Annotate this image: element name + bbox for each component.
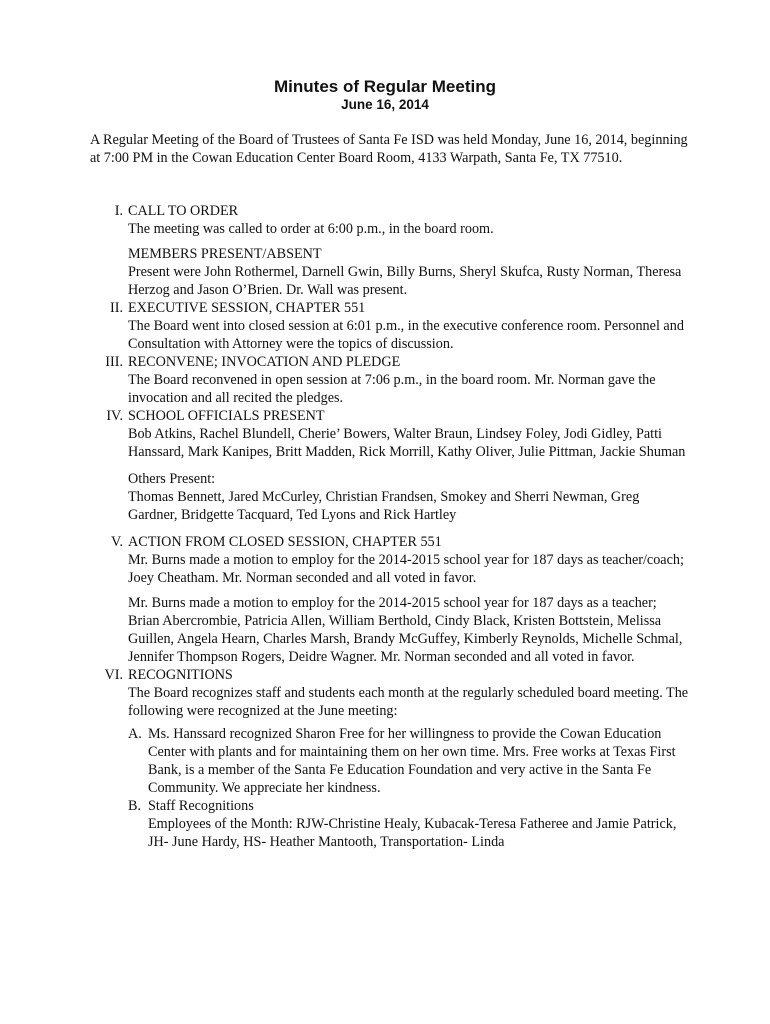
- section-reconvene: [90, 353, 690, 407]
- section-heading: EXECUTIVE SESSION, CHAPTER 551: [128, 300, 366, 316]
- section-paragraph: The Board reconvened in open session at 7:06 p.m., in the board room. Mr. Norman gave the invocation and all recited the pledges.: [128, 372, 656, 406]
- section-number: II.: [110, 300, 123, 316]
- item-letter: B.: [128, 798, 142, 814]
- section-recognitions: [90, 666, 690, 851]
- document-date: June 16, 2014: [341, 97, 429, 112]
- item-letter: A.: [128, 726, 142, 742]
- section-school-officials: [90, 407, 690, 524]
- section-number: IV.: [106, 408, 123, 424]
- section-paragraph: Mr. Burns made a motion to employ for the 2014-2015 school year for 187 days as a teacher; Brian Abercrombie, Patricia Allen, William Berthold, Cindy Black, Kristen Bottstein, Melissa Guillen, Angela Hearn, Charles Marsh, Brandy McGuffey, Kimberly Reynolds, Michelle Schmal, Jennifer Thompson Rogers, Deidre Wagner. Mr. Norman seconded and all voted in favor.: [128, 595, 683, 665]
- document-title: Minutes of Regular Meeting: [274, 77, 496, 96]
- section-number: III.: [105, 354, 123, 370]
- section-paragraph: Thomas Bennett, Jared McCurley, Christian Frandsen, Smokey and Sherri Newman, Greg Gardner, Bridgette Tacquard, Ted Lyons and Rick Hartley: [128, 489, 640, 523]
- item-text: Ms. Hanssard recognized Sharon Free for her willingness to provide the Cowan Education Center with plants and for maintaining them on her own time. Mrs. Free works at Texas First Bank, is a member of the Santa Fe Education Foundation and very active in the Santa Fe Community. We appreciate her kindness.: [148, 726, 676, 796]
- section-number: I.: [114, 203, 123, 219]
- intro-paragraph: A Regular Meeting of the Board of Trustees of Santa Fe ISD was held Monday, June 16, 2014, beginning at 7:00 PM in the Cowan Education Center Board Room, 4133 Warpath, Santa Fe, TX 77510.: [90, 132, 688, 166]
- section-paragraph: Present were John Rothermel, Darnell Gwin, Billy Burns, Sheryl Skufca, Rusty Norman, Theresa Herzog and Jason O’Brien. Dr. Wall was present.: [128, 264, 682, 298]
- recognition-item-a: [128, 725, 690, 797]
- section-paragraph: The Board recognizes staff and students each month at the regularly scheduled board meeting. The following were recognized at the June meeting:: [128, 685, 689, 719]
- item-text: Employees of the Month: RJW-Christine Healy, Kubacak-Teresa Fatheree and Jamie Patrick, JH- June Hardy, HS- Heather Mantooth, Transportation- Linda: [148, 816, 677, 850]
- section-heading: RECOGNITIONS: [128, 667, 233, 683]
- section-paragraph: Bob Atkins, Rachel Blundell, Cherie’ Bowers, Walter Braun, Lindsey Foley, Jodi Gidley, Patti Hanssard, Mark Kanipes, Britt Madden, Rick Morrill, Kathy Oliver, Julie Pittman, Jackie Shuman: [128, 426, 686, 460]
- section-heading: SCHOOL OFFICIALS PRESENT: [128, 408, 325, 424]
- item-heading: Staff Recognitions: [148, 798, 254, 814]
- section-heading: RECONVENE; INVOCATION AND PLEDGE: [128, 354, 401, 370]
- sections-list: [90, 202, 690, 851]
- section-subheading: MEMBERS PRESENT/ABSENT: [128, 246, 322, 262]
- recognition-item-b: [128, 797, 690, 851]
- section-paragraph: Mr. Burns made a motion to employ for the 2014-2015 school year for 187 days as teacher/coach; Joey Cheatham. Mr. Norman seconded and all voted in favor.: [128, 552, 684, 586]
- section-number: VI.: [104, 667, 123, 683]
- section-action-closed-session: [90, 533, 690, 666]
- section-call-to-order: [90, 202, 690, 299]
- section-executive-session: [90, 299, 690, 353]
- section-heading: CALL TO ORDER: [128, 203, 239, 219]
- section-paragraph: The Board went into closed session at 6:01 p.m., in the executive conference room. Personnel and Consultation with Attorney were the topics of discussion.: [128, 318, 684, 352]
- section-subheading: Others Present:: [128, 471, 216, 487]
- section-heading: ACTION FROM CLOSED SESSION, CHAPTER 551: [128, 534, 442, 550]
- section-paragraph: The meeting was called to order at 6:00 p.m., in the board room.: [128, 221, 494, 237]
- section-number: V.: [111, 534, 123, 550]
